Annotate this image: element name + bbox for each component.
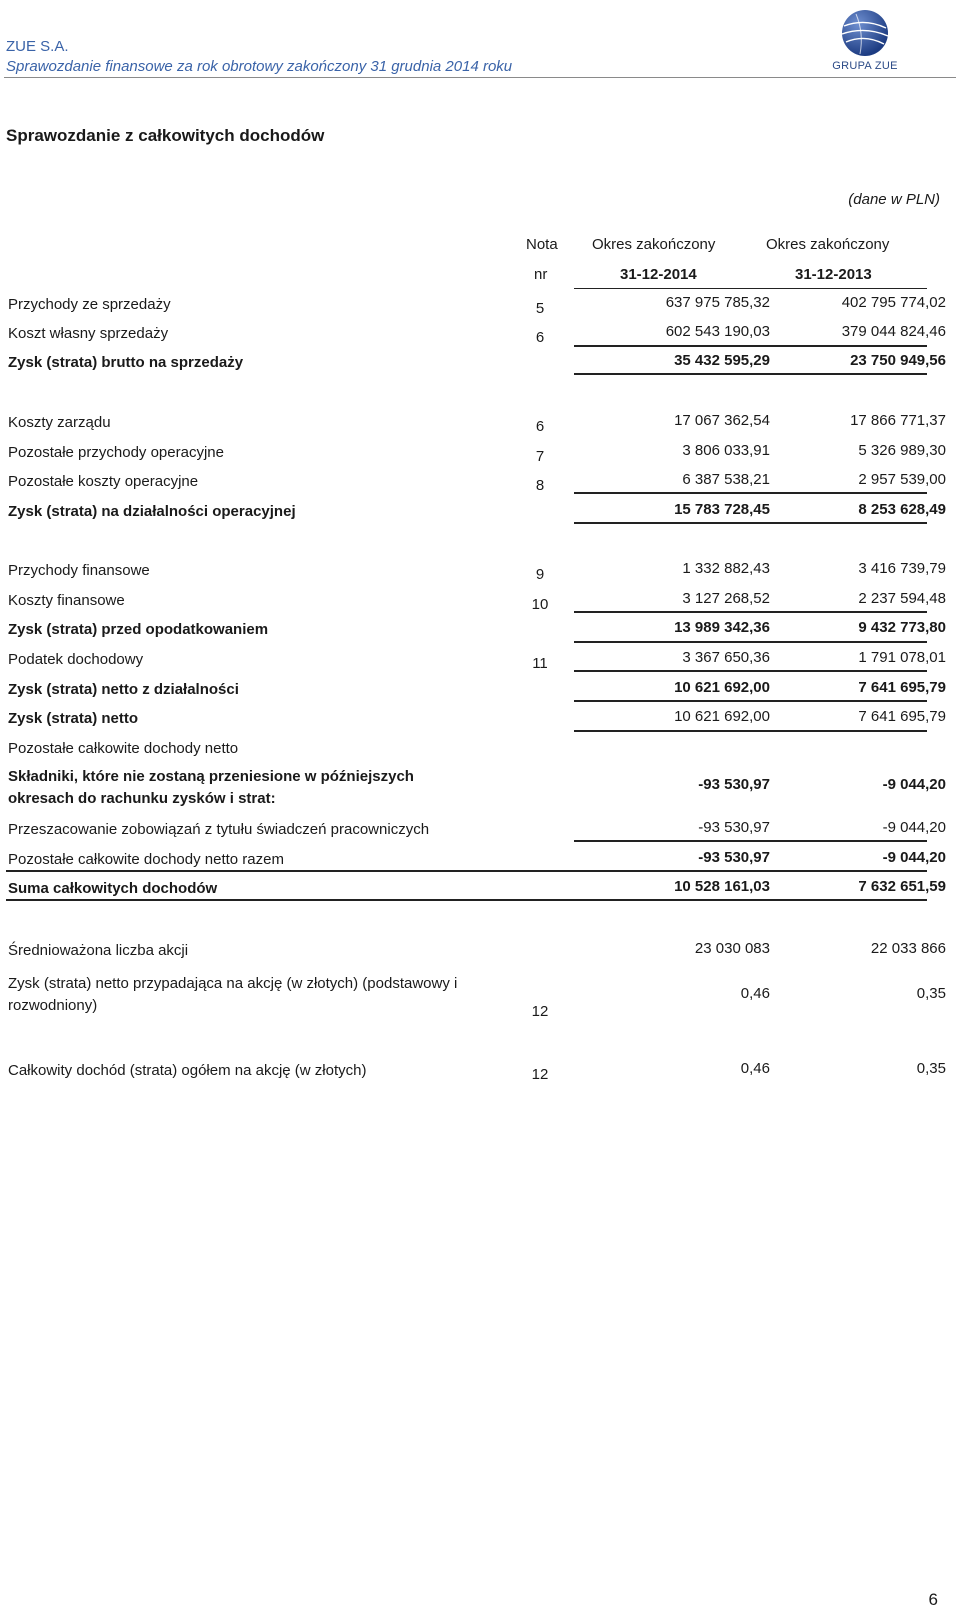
row-label: Pozostałe przychody operacyjne (8, 444, 224, 461)
row-label: Zysk (strata) netto z działalności (8, 681, 239, 698)
value-2013: 5 326 989,30 (858, 442, 946, 459)
value-2013: 2 237 594,48 (858, 590, 946, 607)
table-row (0, 762, 960, 812)
value-2014: 10 621 692,00 (674, 679, 770, 696)
period-2014-date: 31-12-2014 (620, 266, 697, 283)
subtotal-line (574, 700, 927, 702)
subtotal-line (574, 641, 927, 643)
table-row (0, 1056, 960, 1086)
value-2014: -93 530,97 (698, 819, 770, 836)
value-2013: 8 253 628,49 (858, 501, 946, 518)
row-label: Całkowity dochód (strata) ogółem na akcję (w złotych) (8, 1062, 367, 1079)
value-2013: -9 044,20 (882, 776, 946, 793)
value-2013: -9 044,20 (882, 819, 946, 836)
subtotal-line (574, 730, 927, 732)
value-2014: 13 989 342,36 (674, 619, 770, 636)
value-2013: 9 432 773,80 (858, 619, 946, 636)
row-label: Zysk (strata) przed opodatkowaniem (8, 621, 269, 638)
table-row (0, 556, 960, 586)
value-2014: 602 543 190,03 (665, 323, 770, 340)
subtotal-line (574, 670, 927, 672)
period-2013-header: Okres zakończony (766, 236, 890, 253)
row-label: Zysk (strata) netto przypadająca na akcję (w złotych) (podstawowy i rozwodniony) (8, 975, 458, 1014)
value-2014: 1 332 882,43 (682, 560, 770, 577)
currency-unit: (dane w PLN) (848, 191, 940, 208)
row-label: Średnioważona liczba akcji (8, 942, 189, 959)
value-2013: -9 044,20 (882, 849, 946, 866)
value-2013: 1 791 078,01 (858, 649, 946, 666)
note-column-header: Nota (526, 236, 558, 253)
row-label: Pozostałe całkowite dochody netto razem (8, 851, 284, 868)
row-note: 7 (535, 448, 545, 465)
row-label: Zysk (strata) brutto na sprzedaży (8, 354, 244, 371)
row-note: 6 (535, 329, 545, 346)
row-label: Koszty zarządu (8, 414, 111, 431)
subtotal-line (574, 840, 927, 842)
value-2013: 7 641 695,79 (858, 679, 946, 696)
row-note: 12 (531, 1066, 549, 1083)
value-2014: 0,46 (740, 985, 770, 1002)
row-note: 11 (532, 655, 548, 672)
total-line (6, 870, 927, 872)
table-row (0, 290, 960, 320)
row-label: Przychody ze sprzedaży (8, 296, 171, 313)
value-2013: 7 632 651,59 (858, 878, 946, 895)
value-2014: 15 783 728,45 (674, 501, 770, 518)
value-2014: 23 030 083 (694, 940, 770, 957)
table-row (0, 734, 960, 764)
header-underline (574, 288, 927, 289)
value-2013: 7 641 695,79 (858, 708, 946, 725)
row-note: 5 (535, 300, 545, 317)
value-2014: 10 621 692,00 (674, 708, 770, 725)
report-subtitle: Sprawozdanie finansowe za rok obrotowy zakończony 31 grudnia 2014 roku (6, 58, 513, 75)
globe-logo-icon (820, 6, 910, 60)
row-label: Suma całkowitych dochodów (8, 880, 218, 897)
value-2013: 23 750 949,56 (850, 352, 946, 369)
value-2014: 17 067 362,54 (674, 412, 770, 429)
value-2013: 2 957 539,00 (858, 471, 946, 488)
value-2014: 0,46 (740, 1060, 770, 1077)
row-label: Pozostałe koszty operacyjne (8, 473, 199, 490)
subtotal-line (574, 522, 927, 524)
logo-text: GRUPA ZUE (832, 60, 898, 72)
value-2014: 35 432 595,29 (674, 352, 770, 369)
row-label: Zysk (strata) netto (8, 710, 139, 727)
value-2014: 637 975 785,32 (665, 294, 770, 311)
row-label: Przychody finansowe (8, 562, 150, 579)
period-2014-header: Okres zakończony (592, 236, 716, 253)
row-label: Przeszacowanie zobowiązań z tytułu świadczeń pracowniczych (8, 821, 430, 838)
row-note: 12 (531, 1003, 549, 1020)
value-2013: 0,35 (916, 985, 946, 1002)
value-2014: -93 530,97 (698, 849, 770, 866)
row-note: 10 (531, 596, 549, 613)
value-2014: 3 367 650,36 (682, 649, 770, 666)
subtotal-line (574, 373, 927, 375)
row-note: 9 (535, 566, 545, 583)
table-row (0, 408, 960, 438)
page-number: 6 (928, 1590, 938, 1609)
value-2013: 3 416 739,79 (858, 560, 946, 577)
statement-title: Sprawozdanie z całkowitych dochodów (6, 126, 325, 145)
value-2013: 17 866 771,37 (850, 412, 946, 429)
subtotal-line (574, 345, 927, 347)
subtotal-line (574, 492, 927, 494)
row-label: Składniki, które nie zostaną przeniesione w późniejszych okresach do rachunku zysków i strat: (8, 768, 414, 807)
grupa-zue-logo (820, 6, 910, 76)
table-row (0, 438, 960, 468)
row-label: Zysk (strata) na działalności operacyjnej (8, 503, 296, 520)
period-2013-date: 31-12-2013 (795, 266, 872, 283)
value-2013: 402 795 774,02 (841, 294, 946, 311)
value-2014: -93 530,97 (698, 776, 770, 793)
header-divider (4, 77, 956, 78)
value-2013: 0,35 (916, 1060, 946, 1077)
row-label: Pozostałe całkowite dochody netto (8, 740, 239, 757)
value-2014: 10 528 161,03 (674, 878, 770, 895)
company-name: ZUE S.A. (6, 38, 69, 55)
note-number-header: nr (534, 266, 548, 283)
table-row (0, 936, 960, 966)
row-label: Podatek dochodowy (8, 651, 144, 668)
value-2013: 22 033 866 (870, 940, 946, 957)
row-note: 8 (535, 477, 545, 494)
row-label: Koszty finansowe (8, 592, 125, 609)
table-row (0, 969, 960, 1029)
value-2014: 3 806 033,91 (682, 442, 770, 459)
value-2013: 379 044 824,46 (841, 323, 946, 340)
row-label: Koszt własny sprzedaży (8, 325, 169, 342)
row-note: 6 (535, 418, 545, 435)
subtotal-line (574, 611, 927, 613)
value-2014: 3 127 268,52 (682, 590, 770, 607)
total-line (6, 899, 927, 901)
value-2014: 6 387 538,21 (682, 471, 770, 488)
